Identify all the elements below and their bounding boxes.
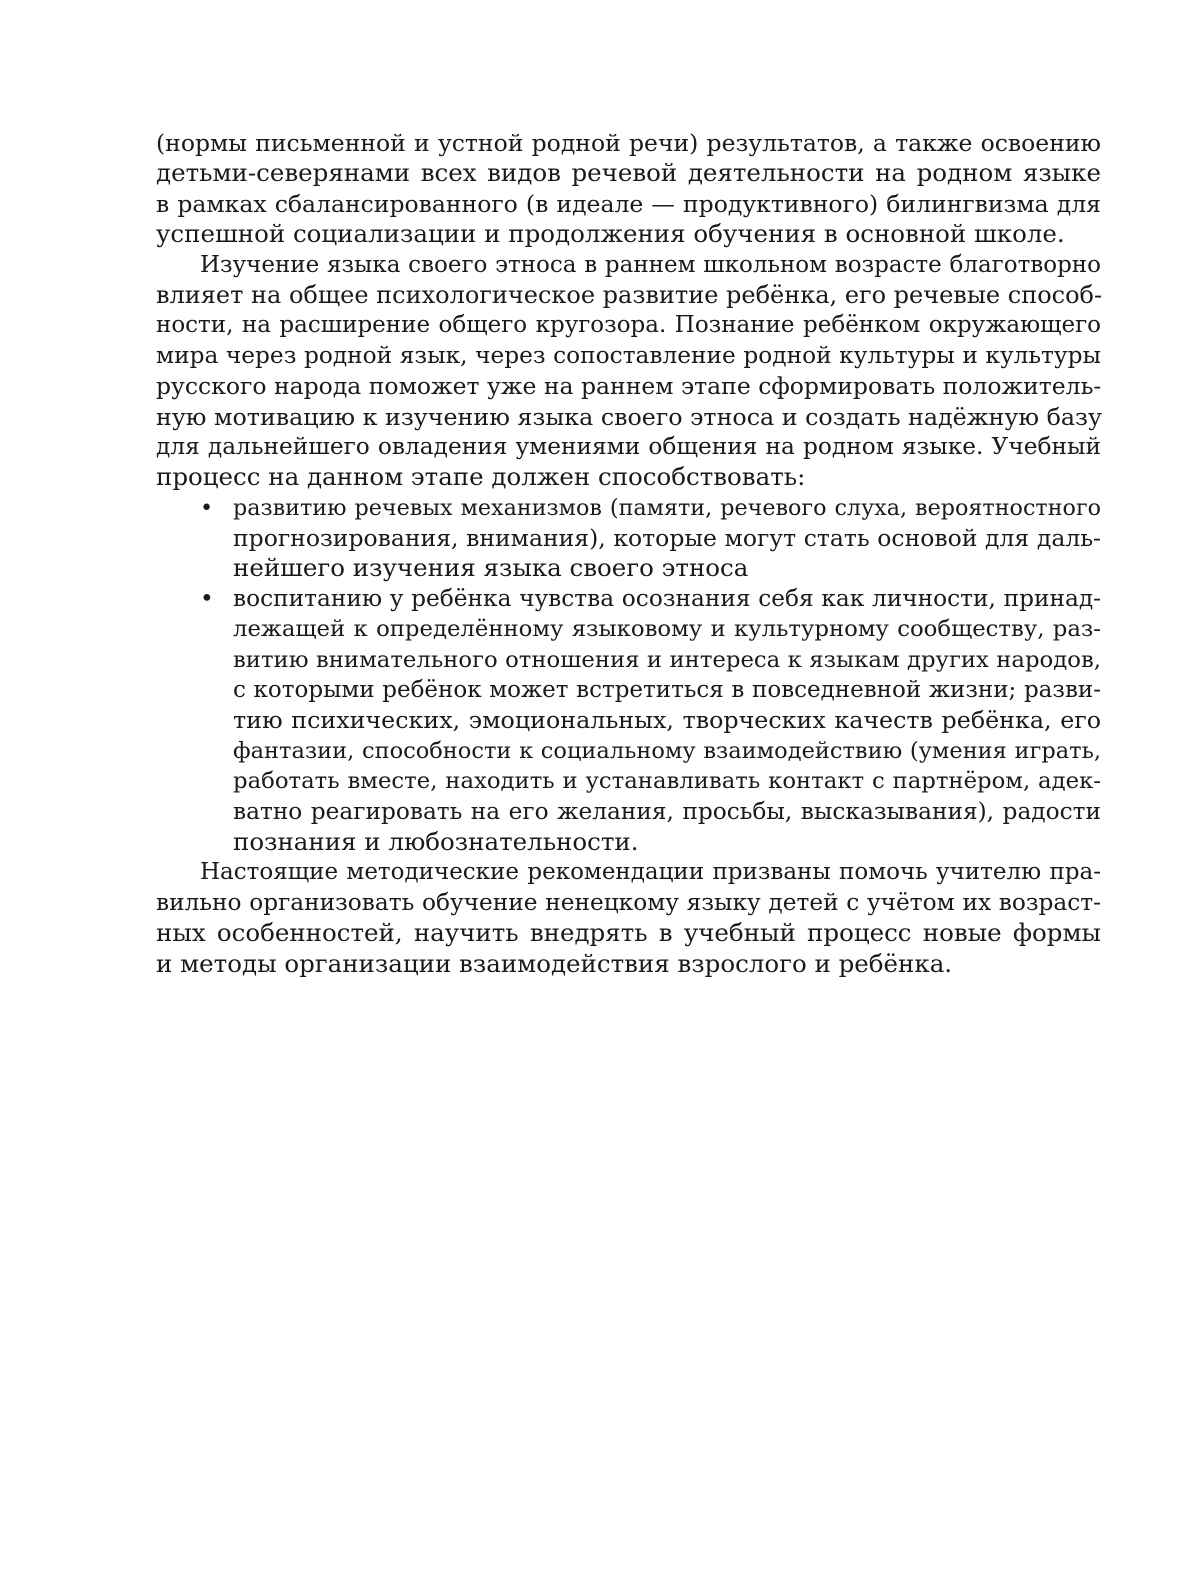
text-line: и методы организации взаимодействия взрослого и ребёнка. (156, 948, 953, 978)
paragraph-3 (156, 857, 1101, 979)
text-line: русского народа поможет уже на раннем этапе сформировать положитель- (156, 372, 1102, 401)
text-line: для дальнейшего овладения умениями общения на родном языке. Учебный (156, 432, 1101, 460)
text-line: прогнозирования, внимания), которые могут стать основой для даль- (233, 524, 1101, 553)
text-line: нейшего изучения языка своего этноса (233, 553, 749, 583)
text-line: ных особенностей, научить внедрять в учебный процесс новые формы (156, 918, 1101, 948)
bullet-list (156, 493, 1101, 858)
text-line: мира через родной язык, через сопоставление родной культуры и культуры (156, 341, 1101, 369)
text-line: витию внимательного отношения и интереса к языкам других народов, (233, 646, 1101, 673)
bullet-item-1 (156, 493, 1101, 584)
text-line: с которыми ребёнок может встретиться в повседневной жизни; разви- (233, 677, 1101, 704)
bullet-text: развитию речевых механизмов (памяти, речевого слуха, вероятностного (233, 494, 1101, 521)
text-line (156, 584, 1101, 614)
text-line: лежащей к определённому языковому и культурному сообществу, раз- (233, 616, 1101, 643)
bullet-item-2 (156, 584, 1101, 858)
text-line: ности, на расширение общего кругозора. Познание ребёнком окружающего (156, 312, 1101, 339)
paragraph-2 (156, 250, 1101, 493)
text-line (156, 493, 1101, 523)
text-line: в рамках сбалансированного (в идеале — продуктивного) билингвизма для (156, 189, 1101, 218)
bullet-marker: • (200, 584, 214, 612)
text-line: ную мотивацию к изучению языка своего этноса и создать надёжную базу (156, 402, 1102, 431)
text-line: влияет на общее психологическое развитие ребёнка, его речевые способ- (156, 280, 1103, 309)
text-line: познания и любознательности. (233, 826, 639, 856)
text-line: работать вместе, находить и устанавливать контакт с партнёром, адек- (233, 768, 1101, 795)
text-line: ватно реагировать на его желания, просьбы, высказывания), радости (233, 797, 1101, 825)
text-line: вильно организовать обучение ненецкому языку детей с учётом их возраст- (156, 888, 1101, 916)
text-line: тию психических, эмоциональных, творческих качеств ребёнка, его (233, 706, 1101, 735)
text-line: фантазии, способности к социальному взаимодействию (умения играть, (233, 737, 1101, 764)
text-line: успешной социализации и продолжения обучения в основной школе. (156, 219, 1065, 249)
text-line: детьми-северянами всех видов речевой деятельности на родном языке (156, 158, 1101, 188)
text-line: (нормы письменной и устной родной речи) результатов, а также освоению (156, 129, 1101, 157)
text-line: Изучение языка своего этноса в раннем школьном возрасте благотворно (200, 251, 1101, 278)
bullet-marker: • (200, 494, 214, 521)
body-text (156, 128, 1101, 979)
bullet-text: воспитанию у ребёнка чувства осознания себя как личности, принад- (233, 584, 1101, 612)
text-line: процесс на данном этапе должен способствовать: (156, 462, 806, 492)
paragraph-1 (156, 128, 1101, 250)
text-line: Настоящие методические рекомендации призваны помочь учителю пра- (200, 859, 1101, 886)
